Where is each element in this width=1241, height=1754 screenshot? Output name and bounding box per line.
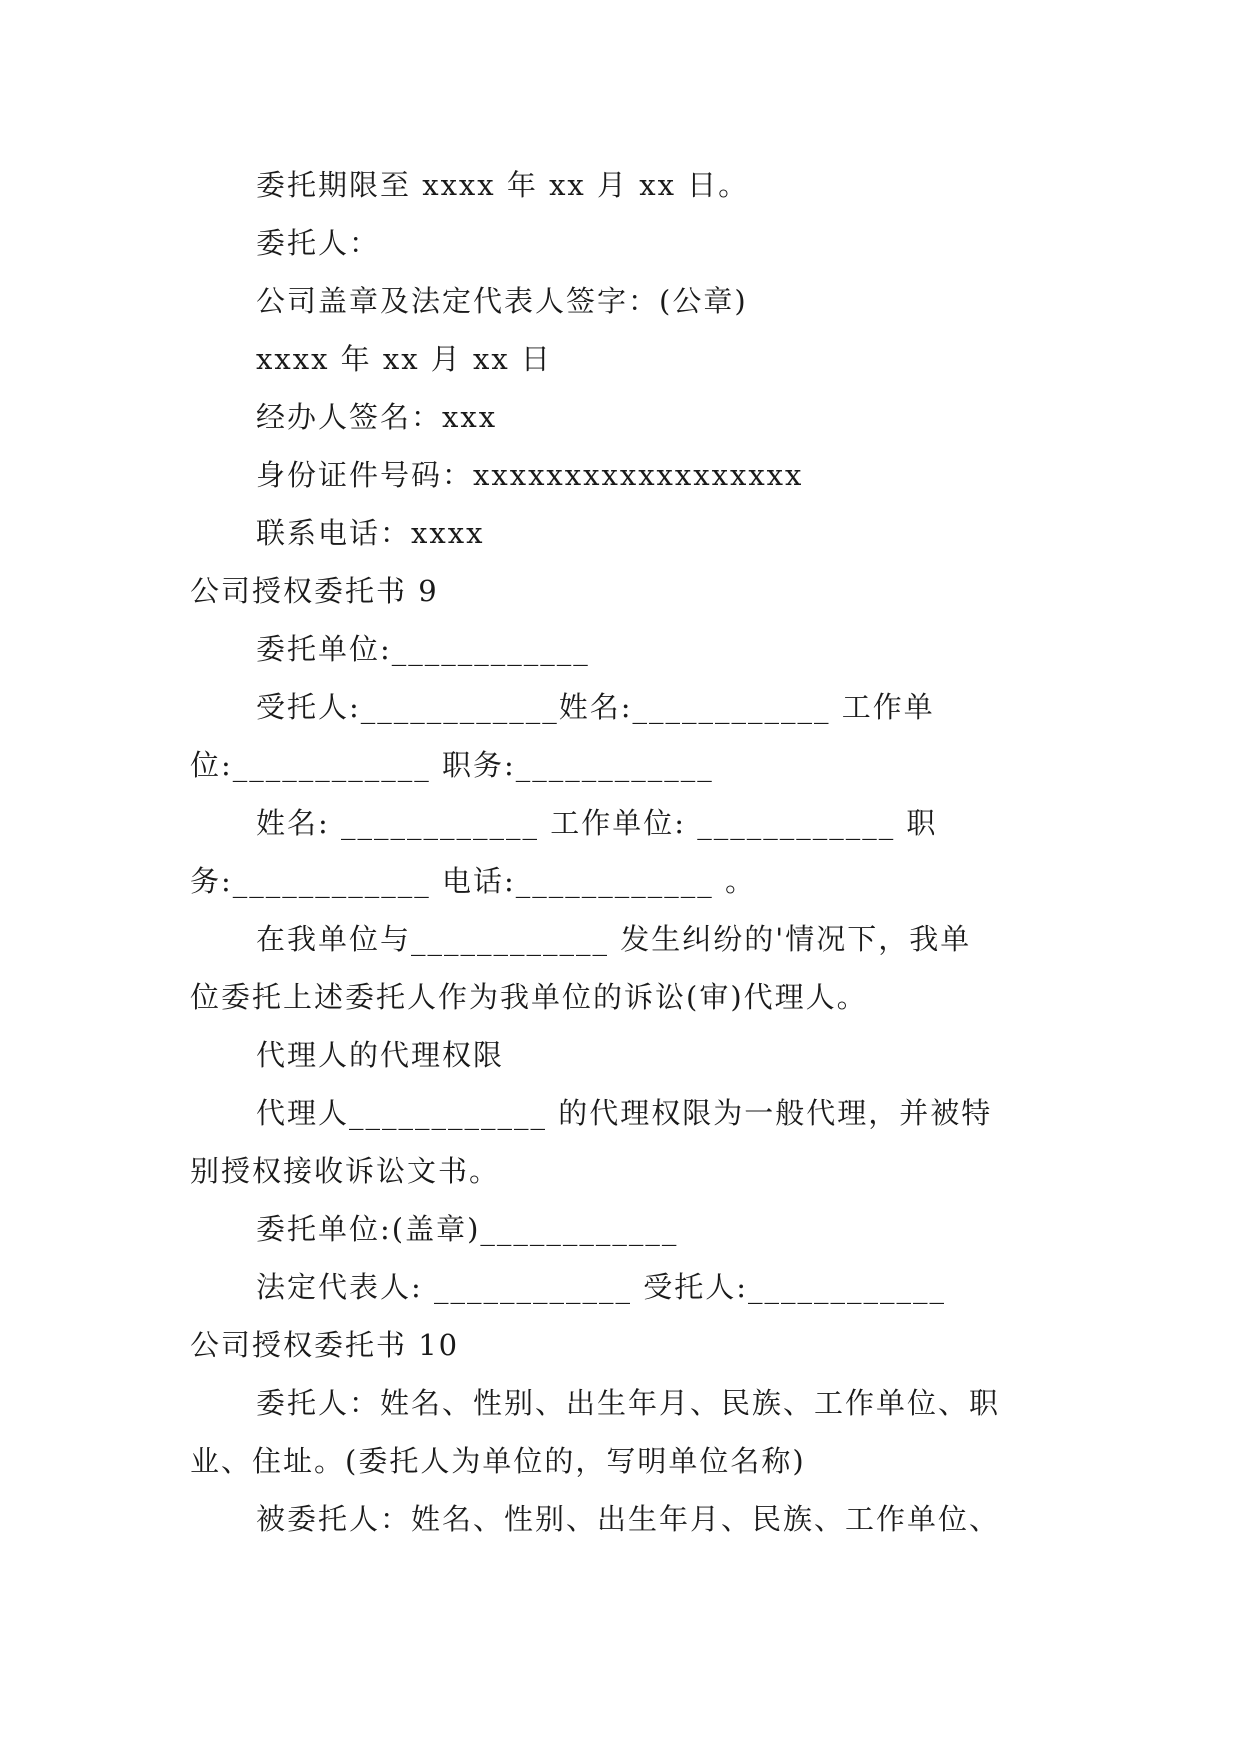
section-heading: 公司授权委托书 10 (190, 1328, 460, 1362)
text-line: 委托人：姓名、性别、出生年月、民族、工作单位、职 (256, 1386, 1001, 1420)
text-line: 被委托人：姓名、性别、出生年月、民族、工作单位、 (256, 1502, 1001, 1536)
text-line: 位:____________ 职务:____________ (190, 748, 714, 782)
text-line: 经办人签名：xxx (256, 400, 498, 434)
text-line: 别授权接收诉讼文书。 (190, 1154, 501, 1188)
text-line: 联系电话：xxxx (256, 516, 485, 550)
text-line: 务:____________ 电话:____________ 。 (190, 864, 756, 898)
text-line: 代理人的代理权限 (256, 1038, 505, 1072)
text-line: 位委托上述委托人作为我单位的诉讼(审)代理人。 (190, 980, 868, 1014)
text-line: xxxx 年 xx 月 xx 日 (256, 342, 552, 376)
text-line: 委托单位:(盖章)____________ (256, 1212, 679, 1246)
text-line: 业、住址。(委托人为单位的，写明单位名称) (190, 1444, 806, 1478)
text-line: 法定代表人: ____________ 受托人:____________ (256, 1270, 946, 1304)
text-line: 委托期限至 xxxx 年 xx 月 xx 日。 (256, 168, 750, 202)
text-line: 身份证件号码：xxxxxxxxxxxxxxxxxx (256, 458, 804, 492)
text-line: 在我单位与____________ 发生纠纷的'情况下，我单 (256, 922, 972, 956)
text-line: 委托人： (256, 226, 381, 260)
text-line: 公司盖章及法定代表人签字：(公章) (256, 284, 748, 318)
section-heading: 公司授权委托书 9 (190, 574, 439, 608)
text-line: 代理人____________ 的代理权限为一般代理，并被特 (256, 1096, 993, 1130)
text-line: 姓名: ____________ 工作单位: ____________ 职 (256, 806, 938, 840)
text-line: 委托单位:____________ (256, 632, 590, 666)
text-line: 受托人:____________姓名:____________ 工作单 (256, 690, 935, 724)
